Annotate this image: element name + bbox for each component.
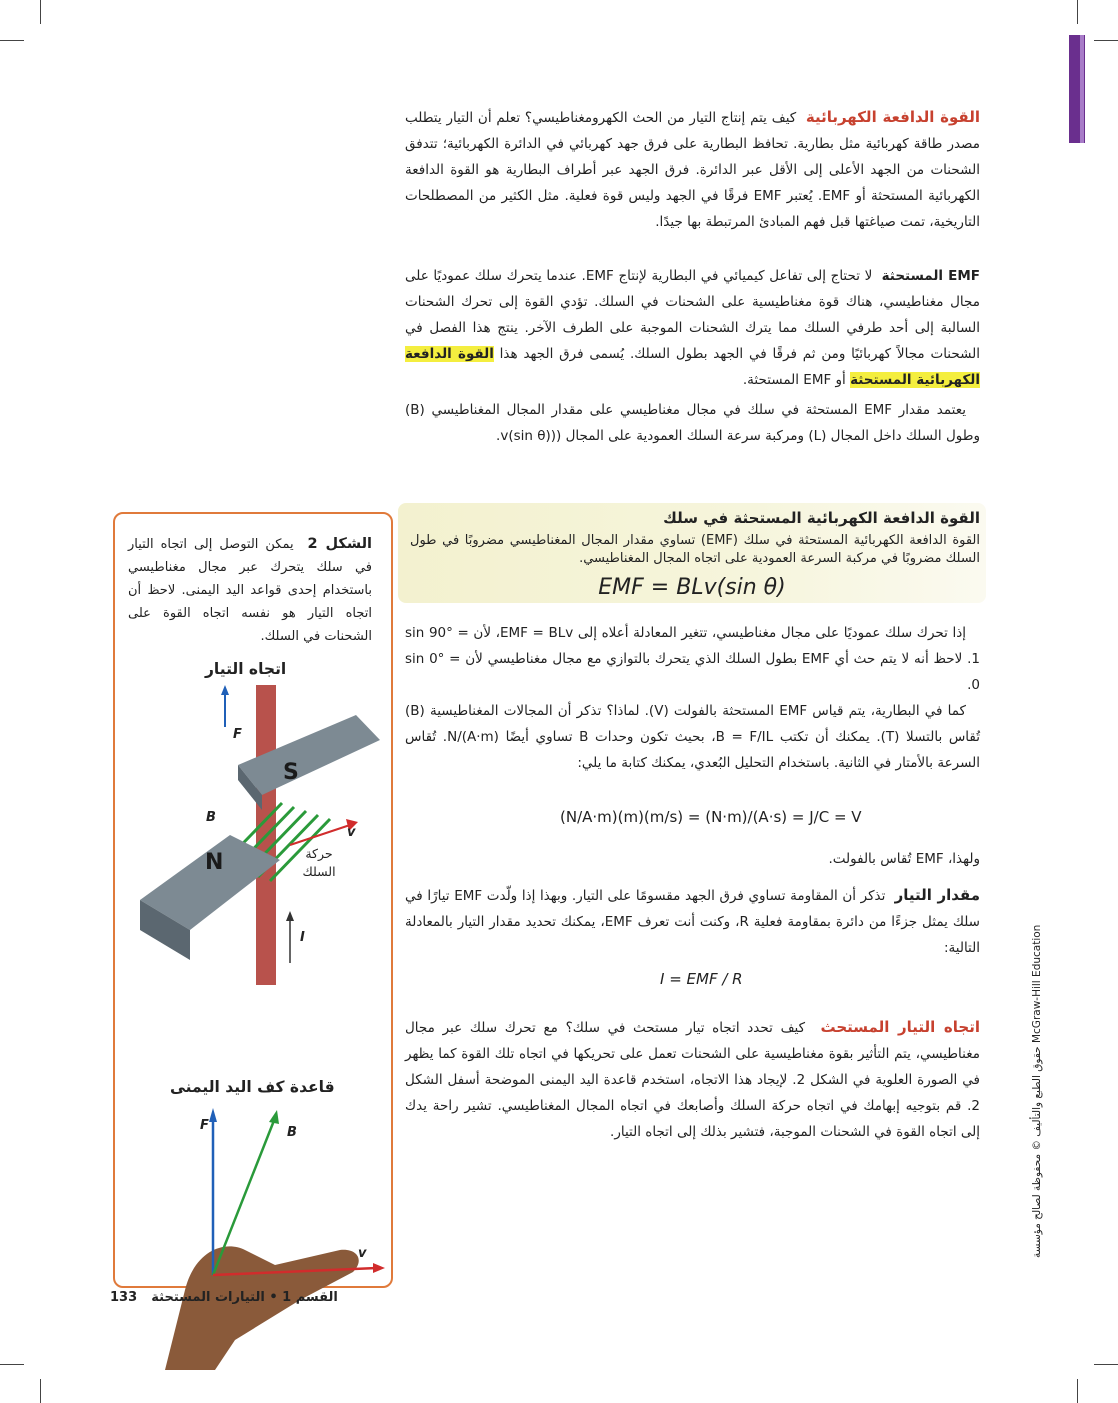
right-hand-diagram xyxy=(125,1100,387,1370)
hand-label-B: B xyxy=(287,1125,297,1140)
label-S: S xyxy=(283,760,299,785)
figure-label: الشكل 2 xyxy=(307,536,373,552)
page-number: 133 xyxy=(110,1290,138,1305)
force-arrow-head xyxy=(221,685,229,695)
paragraph-emf xyxy=(405,104,980,235)
field-axis-head xyxy=(269,1110,279,1124)
footer-section: القسم 1 • التيارات المستحثة xyxy=(151,1290,338,1305)
page-footer xyxy=(110,1290,338,1305)
induced-emf-text-end: أو EMF المستحثة. xyxy=(742,372,846,388)
label-I: I xyxy=(300,930,305,945)
volts-text: ولهذا، EMF تُقاس بالفولت. xyxy=(828,851,980,867)
current-magnitude-text: تذكر أن المقاومة تساوي فرق الجهد مقسومًا على التيار. وبهذا إذا ولّدت EMF تيارًا في سلك يمثل جزءًا من دائرة بمقاومة فعلية R، وكنت أنت تعرف EMF، يمكنك تحديد مقدار التيار بالمعادلة التالية: xyxy=(405,888,980,956)
current-arrow-head xyxy=(286,911,294,921)
figure-caption-text: يمكن التوصل إلى اتجاه التيار في سلك يتحرك عبر مجال مغناطيسي باستخدام إحدى قواعد اليد اليمنى. لاحظ أن اتجاه التيار هو نفسه اتجاه القوة على الشحنات في السلك. xyxy=(128,537,372,644)
term-current-direction: اتجاه التيار المستحث xyxy=(820,1018,980,1036)
label-F: F xyxy=(233,727,242,742)
paragraph-volts xyxy=(405,846,980,872)
figure-caption xyxy=(128,533,372,648)
paragraph-induced-emf xyxy=(405,263,980,449)
figure-top-title: اتجاه التيار xyxy=(205,660,287,678)
velocity-axis-head xyxy=(373,1263,385,1273)
term-current-magnitude: مقدار التيار xyxy=(894,886,980,904)
hand-label-F: F xyxy=(200,1118,209,1133)
paragraph-emf-depends: يعتمد مقدار EMF المستحثة في سلك في مجال مغناطيسي على مقدار المجال المغناطيسي (B) وطول السلك داخل المجال (L) ومركبة سرعة السلك العمودية على المجال ((v(sin θ). xyxy=(405,402,980,444)
current-equation: I = EMF / R xyxy=(660,970,743,988)
induced-emf-text: لا تحتاج إلى تفاعل كيميائي في البطارية لإنتاج EMF. عندما يتحرك سلك عموديًا على مجال مغناطيسي، هناك قوة مغناطيسية على الشحنات في السلك. تؤدي القوة إلى تحرك الشحنات السالبة إلى أحد طرفي السلك مما يترك الشحنات الموجبة على الطرف الآخر. ينتج هذا الفصل في الشحنات مجالاً كهربائيًا ومن ثم فرقًا في الجهد بطول السلك. يُسمى فرق الجهد هذا xyxy=(405,268,980,362)
paragraph-current-direction xyxy=(405,1014,980,1145)
hand xyxy=(165,1246,359,1370)
figure-bottom-title: قاعدة كف اليد اليمنى xyxy=(170,1078,335,1096)
units-text: كما في البطارية، يتم قياس EMF المستحثة بالفولت (V). لماذا؟ تذكر أن المجالات المغناطيسية (B) تُقاس بالتسلا (T). يمكنك أن تكتب B = F/IL، بحيث تكون وحدات B تساوي أيضًا N/(A·m). تُقاس السرعة بالأمتار في الثانية. باستخدام التحليل البُعدي، يمكنك كتابة ما يلي: xyxy=(405,703,981,771)
term-induced-emf: EMF المستحثة xyxy=(881,268,980,284)
label-wire-motion: حركة السلك xyxy=(302,846,336,879)
units-equation: (N/A·m)(m)(m/s) = (N·m)/(A·s) = J/C = V xyxy=(560,808,862,826)
label-B: B xyxy=(206,810,216,825)
term-emf: القوة الدافعة الكهربائية xyxy=(805,108,980,126)
perpendicular-text: إذا تحرك سلك عموديًا على مجال مغناطيسي، تتغير المعادلة أعلاه إلى EMF = BLv، لأن sin 90° = 1. لاحظ أنه لا يتم حث أي EMF بطول السلك الذي يتحرك بالتوازي مع مجال مغناطيسي لأن sin 0° = 0. xyxy=(405,625,980,693)
formula-equation: EMF = BLv(sin θ) xyxy=(598,575,786,600)
current-direction-text: كيف تحدد اتجاه تيار مستحث في سلك؟ مع تحرك سلك عبر مجال مغناطيسي، يتم التأثير بقوة مغناطيسية على الشحنات تعمل على تحريكها في اتجاه تلك القوة كما يظهر في الصورة العلوية في الشكل 2. لإيجاد هذا الاتجاه، استخدم قاعدة اليد اليمنى الموضحة أسفل الشكل 2. قم بتوجيه إبهامك في اتجاه حركة السلك وأصابعك في اتجاه المجال المغناطيسي. تشير راحة يدك إلى اتجاه القوة في الشحنات الموجبة، فتشير بذلك إلى اتجاه التيار. xyxy=(405,1020,980,1140)
formula-box xyxy=(398,503,986,603)
force-axis-head xyxy=(209,1108,217,1122)
paragraph-emf-text: كيف يتم إنتاج التيار من الحث الكهرومغناطيسي؟ تعلم أن التيار يتطلب مصدر طاقة كهربائية مثل بطارية. تحافظ البطارية على فرق جهد كهربائي في الدائرة الكهربائية؛ تتدفق الشحنات من الجهد الأعلى إلى الأقل عبر الدائرة. فرق الجهد عبر أطراف البطارية هو القوة الدافعة الكهربائية المستحثة أو EMF. يُعتبر EMF فرقًا في الجهد وليس قوة فعلية. مثل الكثير من المصطلحات التاريخية، تمت صياغتها قبل فهم المبادئ المرتبطة بها جيدًا. xyxy=(405,110,980,230)
label-N: N xyxy=(205,850,224,875)
section-tab-stripe xyxy=(1080,35,1084,143)
label-v: v xyxy=(347,825,356,840)
highlighted-term: القوة الدافعة الكهربائية المستحثة xyxy=(405,346,980,388)
hand-label-v: v xyxy=(358,1246,367,1261)
paragraph-current-magnitude xyxy=(405,882,980,961)
formula-description: القوة الدافعة الكهربائية المستحثة في سلك (EMF) تساوي مقدار المجال المغناطيسي مضروبًا في طول السلك مضروبًا في مركبة السرعة العمودية على اتجاه المجال المغناطيسي. xyxy=(410,533,980,566)
formula-title: القوة الدافعة الكهربائية المستحثة في سلك xyxy=(663,509,980,527)
paragraph-perpendicular xyxy=(405,620,980,776)
copyright-text: حقوق الطبع والتأليف © محفوظة لصالح مؤسسة McGraw-Hill Education xyxy=(1031,924,1043,1258)
